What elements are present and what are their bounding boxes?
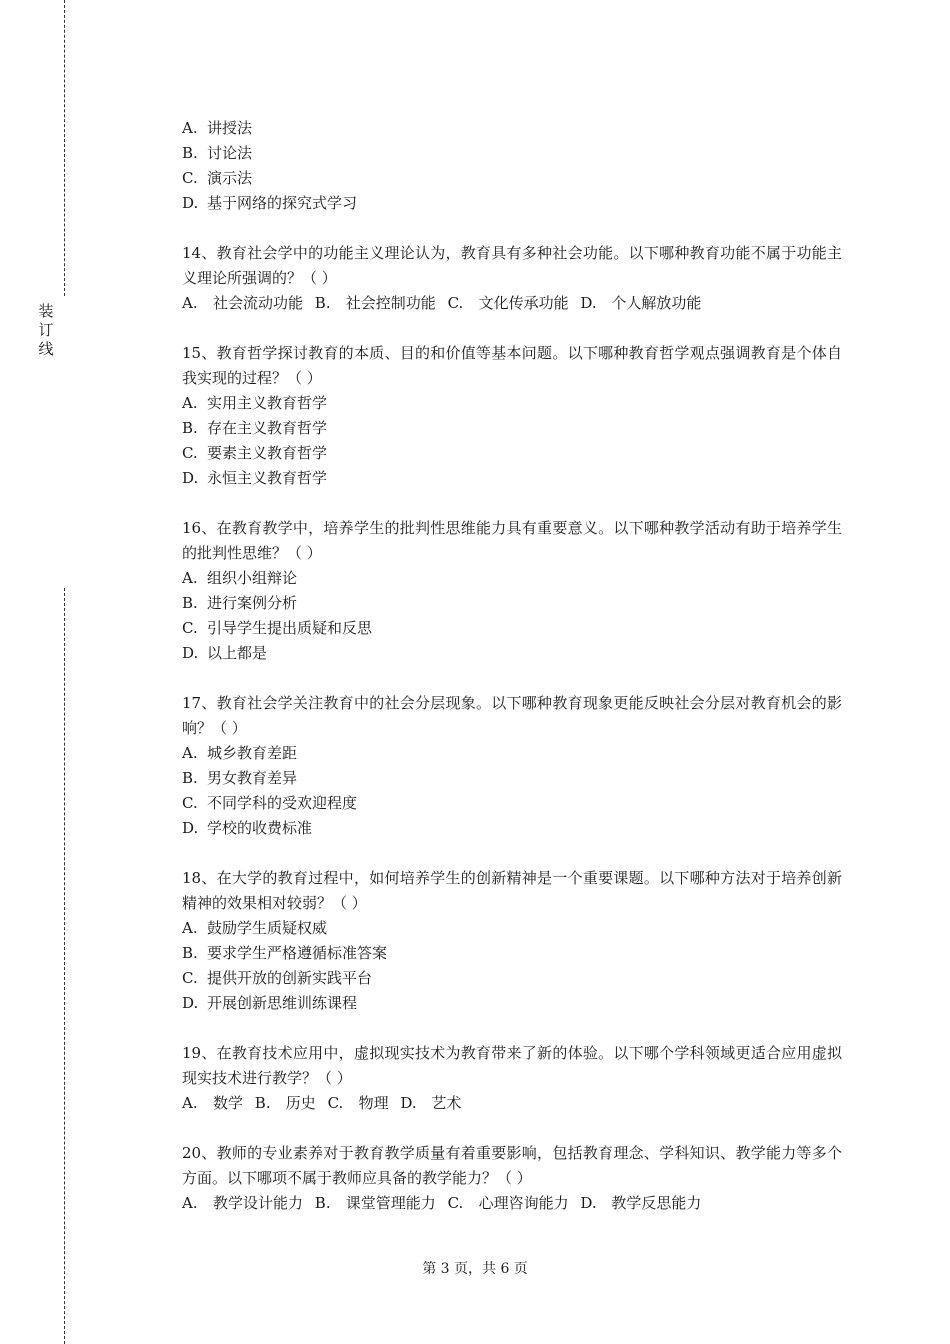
- option-text: 文化传承功能: [478, 294, 569, 312]
- option-text: 教学设计能力: [213, 1194, 304, 1212]
- option-c: [182, 791, 842, 816]
- page-footer: 第 3 页，共 6 页: [422, 1261, 528, 1277]
- option-letter: A.: [182, 394, 198, 412]
- option-b: [182, 766, 842, 791]
- option-a: [182, 916, 842, 941]
- option-letter: B.: [182, 594, 198, 612]
- question-13-options: [182, 116, 842, 216]
- option-c: [448, 1194, 569, 1212]
- option-letter: A.: [182, 119, 198, 137]
- question-stem: 20、教师的专业素养对于教育教学质量有着重要影响，包括教育理念、学科知识、教学能力等多个方面。以下哪项不属于教师应具备的教学能力？（ ）: [182, 1144, 842, 1187]
- option-b: [182, 416, 842, 441]
- option-letter: D.: [182, 644, 199, 662]
- option-letter: C.: [182, 169, 198, 187]
- option-text: 男女教育差异: [207, 769, 298, 787]
- option-letter: C.: [447, 294, 464, 312]
- option-b: [315, 1194, 436, 1212]
- option-b: [182, 591, 842, 616]
- option-letter: A.: [182, 1094, 198, 1112]
- option-letter: D.: [182, 819, 199, 837]
- binding-char: 线: [38, 340, 54, 358]
- option-a: [182, 391, 842, 416]
- option-text: 存在主义教育哲学: [207, 419, 328, 437]
- option-letter: C.: [182, 794, 198, 812]
- option-letter: B.: [314, 294, 331, 312]
- option-letter: D.: [182, 994, 199, 1012]
- option-text: 学校的收费标准: [207, 819, 313, 837]
- option-letter: D.: [580, 294, 597, 312]
- option-letter: C.: [447, 1194, 464, 1212]
- option-b: [182, 141, 842, 166]
- option-d: [580, 1194, 701, 1212]
- option-letter: B.: [182, 144, 198, 162]
- option-text: 永恒主义教育哲学: [207, 469, 328, 487]
- option-letter: A.: [182, 1194, 198, 1212]
- binding-line-top: [64, 0, 65, 296]
- option-d: [182, 466, 842, 491]
- question-stem: 17、教育社会学关注教育中的社会分层现象。以下哪种教育现象更能反映社会分层对教育机会的影响？（ ）: [182, 694, 842, 737]
- option-a: [182, 741, 842, 766]
- option-c: [182, 441, 842, 466]
- option-letter: A.: [182, 744, 198, 762]
- option-c: [182, 616, 842, 641]
- question-19: [182, 1041, 842, 1116]
- option-letter: C.: [182, 619, 198, 637]
- options-inline: [182, 1091, 842, 1116]
- question-stem: 16、在教育教学中，培养学生的批判性思维能力具有重要意义。以下哪种教学活动有助于培养学生的批判性思维？（ ）: [182, 519, 842, 562]
- option-d: [400, 1094, 461, 1112]
- option-text: 城乡教育差距: [207, 744, 298, 762]
- option-text: 讲授法: [207, 119, 253, 137]
- option-letter: A.: [182, 569, 198, 587]
- option-c: [182, 166, 842, 191]
- option-a: [182, 566, 842, 591]
- option-b: [315, 294, 436, 312]
- binding-label: [37, 302, 55, 359]
- option-c: [182, 966, 842, 991]
- option-text: 以上都是: [207, 644, 268, 662]
- option-letter: B.: [254, 1094, 271, 1112]
- option-text: 开展创新思维训练课程: [207, 994, 358, 1012]
- option-text: 物理: [358, 1094, 389, 1112]
- question-14: [182, 241, 842, 316]
- option-b: [255, 1094, 316, 1112]
- exam-content: [182, 116, 842, 1241]
- option-text: 基于网络的探究式学习: [207, 194, 358, 212]
- option-text: 引导学生提出质疑和反思: [207, 619, 373, 637]
- option-text: 历史: [285, 1094, 316, 1112]
- option-text: 提供开放的创新实践平台: [207, 969, 373, 987]
- question-20: [182, 1141, 842, 1216]
- option-text: 社会控制功能: [345, 294, 436, 312]
- option-text: 组织小组辩论: [207, 569, 298, 587]
- option-text: 实用主义教育哲学: [207, 394, 328, 412]
- option-letter: B.: [182, 769, 198, 787]
- option-letter: D.: [580, 1194, 597, 1212]
- option-d: [182, 191, 842, 216]
- option-d: [182, 641, 842, 666]
- option-text: 鼓励学生质疑权威: [207, 919, 328, 937]
- option-letter: B.: [314, 1194, 331, 1212]
- option-text: 艺术: [431, 1094, 462, 1112]
- option-letter: C.: [327, 1094, 344, 1112]
- option-letter: B.: [182, 944, 198, 962]
- option-letter: A.: [182, 294, 198, 312]
- question-stem: 18、在大学的教育过程中，如何培养学生的创新精神是一个重要课题。以下哪种方法对于培养创新精神的效果相对较弱？（ ）: [182, 869, 842, 912]
- option-text: 教学反思能力: [611, 1194, 702, 1212]
- option-letter: B.: [182, 419, 198, 437]
- option-letter: A.: [182, 919, 198, 937]
- option-text: 不同学科的受欢迎程度: [207, 794, 358, 812]
- option-text: 演示法: [207, 169, 253, 187]
- option-d: [182, 991, 842, 1016]
- option-text: 讨论法: [207, 144, 253, 162]
- option-d: [182, 816, 842, 841]
- option-c: [328, 1094, 389, 1112]
- binding-line-bottom: [64, 588, 65, 1344]
- option-letter: C.: [182, 444, 198, 462]
- option-a: [182, 294, 303, 312]
- option-b: [182, 941, 842, 966]
- option-text: 社会流动功能: [213, 294, 304, 312]
- question-18: [182, 866, 842, 1016]
- option-letter: D.: [182, 469, 199, 487]
- options-inline: [182, 1191, 842, 1216]
- options-inline: [182, 291, 842, 316]
- question-15: [182, 341, 842, 491]
- option-a: [182, 1194, 303, 1212]
- question-stem: 15、教育哲学探讨教育的本质、目的和价值等基本问题。以下哪种教育哲学观点强调教育是个体自我实现的过程？（ ）: [182, 344, 842, 387]
- question-stem: 14、教育社会学中的功能主义理论认为，教育具有多种社会功能。以下哪种教育功能不属于功能主义理论所强调的？（ ）: [182, 244, 842, 287]
- option-text: 要素主义教育哲学: [207, 444, 328, 462]
- question-stem: 19、在教育技术应用中，虚拟现实技术为教育带来了新的体验。以下哪个学科领域更适合应用虚拟现实技术进行教学？（ ）: [182, 1044, 842, 1087]
- question-16: [182, 516, 842, 666]
- option-text: 个人解放功能: [611, 294, 702, 312]
- option-letter: C.: [182, 969, 198, 987]
- option-text: 心理咨询能力: [478, 1194, 569, 1212]
- option-letter: D.: [400, 1094, 417, 1112]
- option-text: 要求学生严格遵循标准答案: [207, 944, 388, 962]
- option-a: [182, 1094, 243, 1112]
- option-d: [580, 294, 701, 312]
- option-text: 课堂管理能力: [345, 1194, 436, 1212]
- option-a: [182, 116, 842, 141]
- option-letter: D.: [182, 194, 199, 212]
- option-text: 进行案例分析: [207, 594, 298, 612]
- binding-char: 装: [38, 302, 54, 320]
- option-c: [448, 294, 569, 312]
- question-17: [182, 691, 842, 841]
- option-text: 数学: [213, 1094, 244, 1112]
- binding-char: 订: [38, 321, 54, 339]
